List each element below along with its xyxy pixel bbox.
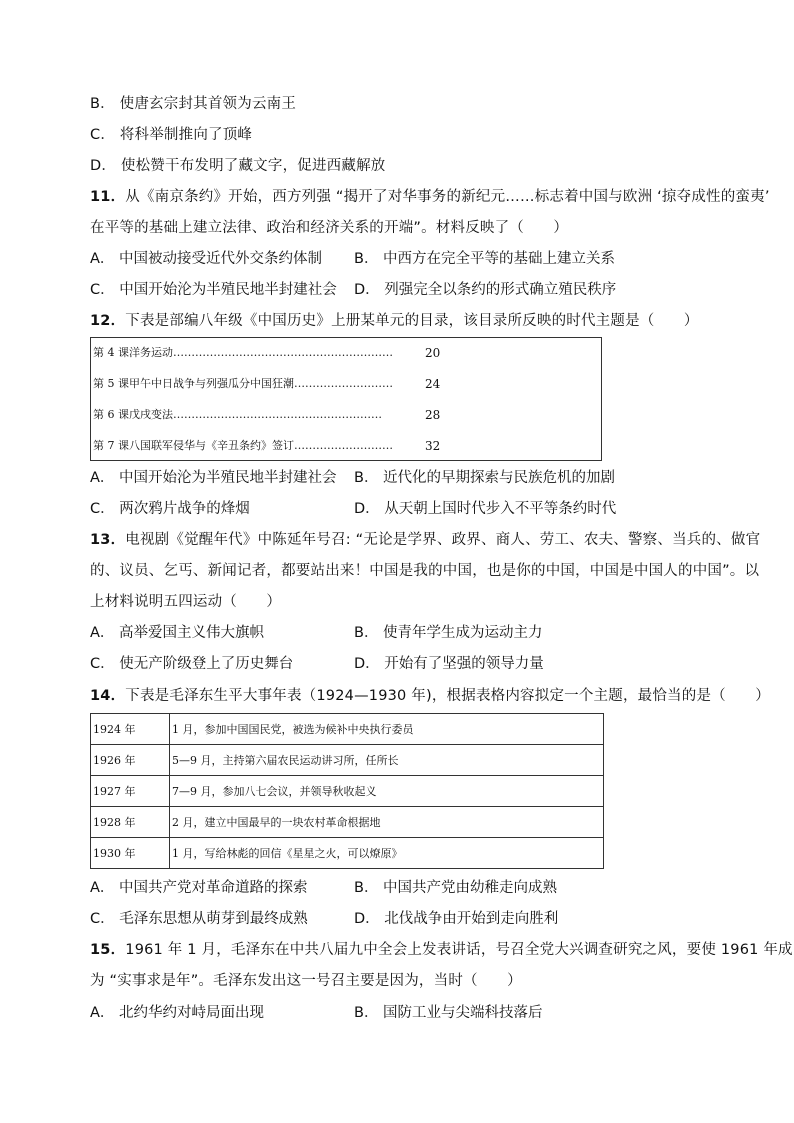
toc-entry-page: 28 — [425, 408, 441, 422]
question-number: 13． — [90, 532, 126, 548]
q12-option-b: B． 近代化的早期探索与民族危机的加剧 — [354, 470, 616, 486]
chronology-table — [90, 713, 604, 869]
question-11-line2: 在平等的基础上建立法律、政治和经济关系的开端”。材料反映了（ ） — [90, 220, 569, 236]
q15-option-b: B． 国防工业与尖端科技落后 — [354, 1005, 543, 1021]
question-text: 下表是毛泽东生平大事年表（1924—1930 年)，根据表格内容拟定一个主题，最恰当的是（ ） — [125, 688, 770, 704]
table-of-contents — [90, 337, 602, 461]
question-text: 下表是部编八年级《中国历史》上册某单元的目录，该目录所反映的时代主题是（ ） — [125, 313, 699, 329]
question-number: 11． — [90, 189, 126, 205]
table-row — [91, 714, 604, 745]
question-13-line1 — [90, 530, 760, 550]
toc-entry-page: 24 — [425, 377, 441, 391]
toc-entry-title: 第 7 课八国联军侵华与《辛丑条约》签订……………………… — [93, 439, 393, 452]
year-cell: 1930 年 — [91, 838, 170, 869]
toc-entry-title: 第 6 课戊戌变法………………………………………………… — [93, 408, 382, 421]
event-cell: 5—9 月，主持第六届农民运动讲习所，任所长 — [170, 745, 604, 776]
option-b: B． 使唐玄宗封其首领为云南王 — [90, 96, 297, 112]
q12-option-c: C． 两次鸦片战争的烽烟 — [90, 501, 250, 517]
q14-option-c: C． 毛泽东思想从萌芽到最终成熟 — [90, 911, 308, 927]
question-12-line1 — [90, 311, 699, 331]
year-cell: 1926 年 — [91, 745, 170, 776]
question-13-line3: 上材料说明五四运动（ ） — [90, 594, 282, 610]
table-row — [91, 776, 604, 807]
question-number: 14． — [90, 688, 126, 704]
question-11-line1 — [90, 187, 770, 207]
toc-entry-title: 第 4 课洋务运动…………………………………………………… — [93, 346, 393, 359]
toc-entry-title: 第 5 课甲午中日战争与列强瓜分中国狂潮……………………… — [93, 377, 393, 390]
question-text: 从《南京条约》开始，西方列强 “揭开了对华事务的新纪元……标志着中国与欧洲 ‘掠夺成性的蛮夷’ — [125, 189, 770, 205]
year-cell: 1927 年 — [91, 776, 170, 807]
year-cell: 1928 年 — [91, 807, 170, 838]
q11-option-b: B． 中西方在完全平等的基础上建立关系 — [354, 251, 616, 267]
event-cell: 1 月，写给林彪的回信《星星之火，可以燎原》 — [170, 838, 604, 869]
q14-option-b: B． 中国共产党由幼稚走向成熟 — [354, 880, 558, 896]
q14-option-a: A． 中国共产党对革命道路的探索 — [90, 880, 308, 896]
question-15-line1 — [90, 940, 793, 960]
q13-option-c: C． 使无产阶级登上了历史舞台 — [90, 656, 294, 672]
event-cell: 1 月，参加中国国民党，被选为候补中央执行委员 — [170, 714, 604, 745]
toc-entry-page: 20 — [425, 346, 441, 360]
option-d: D． 使松赞干布发明了藏文字，促进西藏解放 — [90, 158, 386, 174]
q11-option-d: D． 列强完全以条约的形式确立殖民秩序 — [354, 282, 617, 298]
q11-option-a: A． 中国被动接受近代外交条约体制 — [90, 251, 323, 267]
option-c: C． 将科举制推向了顶峰 — [90, 127, 253, 143]
question-14-line1 — [90, 686, 770, 706]
q12-option-a: A． 中国开始沦为半殖民地半封建社会 — [90, 470, 337, 486]
q11-option-c: C． 中国开始沦为半殖民地半封建社会 — [90, 282, 337, 298]
table-row — [91, 745, 604, 776]
year-cell: 1924 年 — [91, 714, 170, 745]
q15-option-a: A． 北约华约对峙局面出现 — [90, 1005, 265, 1021]
question-text: 1961 年 1 月，毛泽东在中共八届九中全会上发表讲话，号召全党大兴调查研究之风，要使 1961 年成 — [125, 942, 793, 958]
event-cell: 7—9 月，参加八七会议，并领导秋收起义 — [170, 776, 604, 807]
question-number: 15． — [90, 942, 126, 958]
q12-option-d: D． 从天朝上国时代步入不平等条约时代 — [354, 501, 617, 517]
question-text: 电视剧《觉醒年代》中陈延年号召: “无论是学界、政界、商人、劳工、农夫、警察、当兵的、做官 — [125, 532, 761, 548]
table-row — [91, 838, 604, 869]
toc-entry-page: 32 — [425, 439, 441, 453]
q13-option-d: D． 开始有了坚强的领导力量 — [354, 656, 544, 672]
q14-option-d: D． 北伐战争由开始到走向胜利 — [354, 911, 559, 927]
q13-option-b: B． 使青年学生成为运动主力 — [354, 625, 543, 641]
question-number: 12． — [90, 313, 126, 329]
q13-option-a: A． 高举爱国主义伟大旗帜 — [90, 625, 265, 641]
question-13-line2: 的、议员、乞丐、新闻记者，都要站出来！中国是我的中国，也是你的中国，中国是中国人的中国”。以 — [90, 563, 760, 579]
event-cell: 2 月，建立中国最早的一块农村革命根据地 — [170, 807, 604, 838]
table-row — [91, 807, 604, 838]
question-15-line2: 为 “实事求是年”。毛泽东发出这一号召主要是因为，当时（ ） — [90, 973, 522, 989]
